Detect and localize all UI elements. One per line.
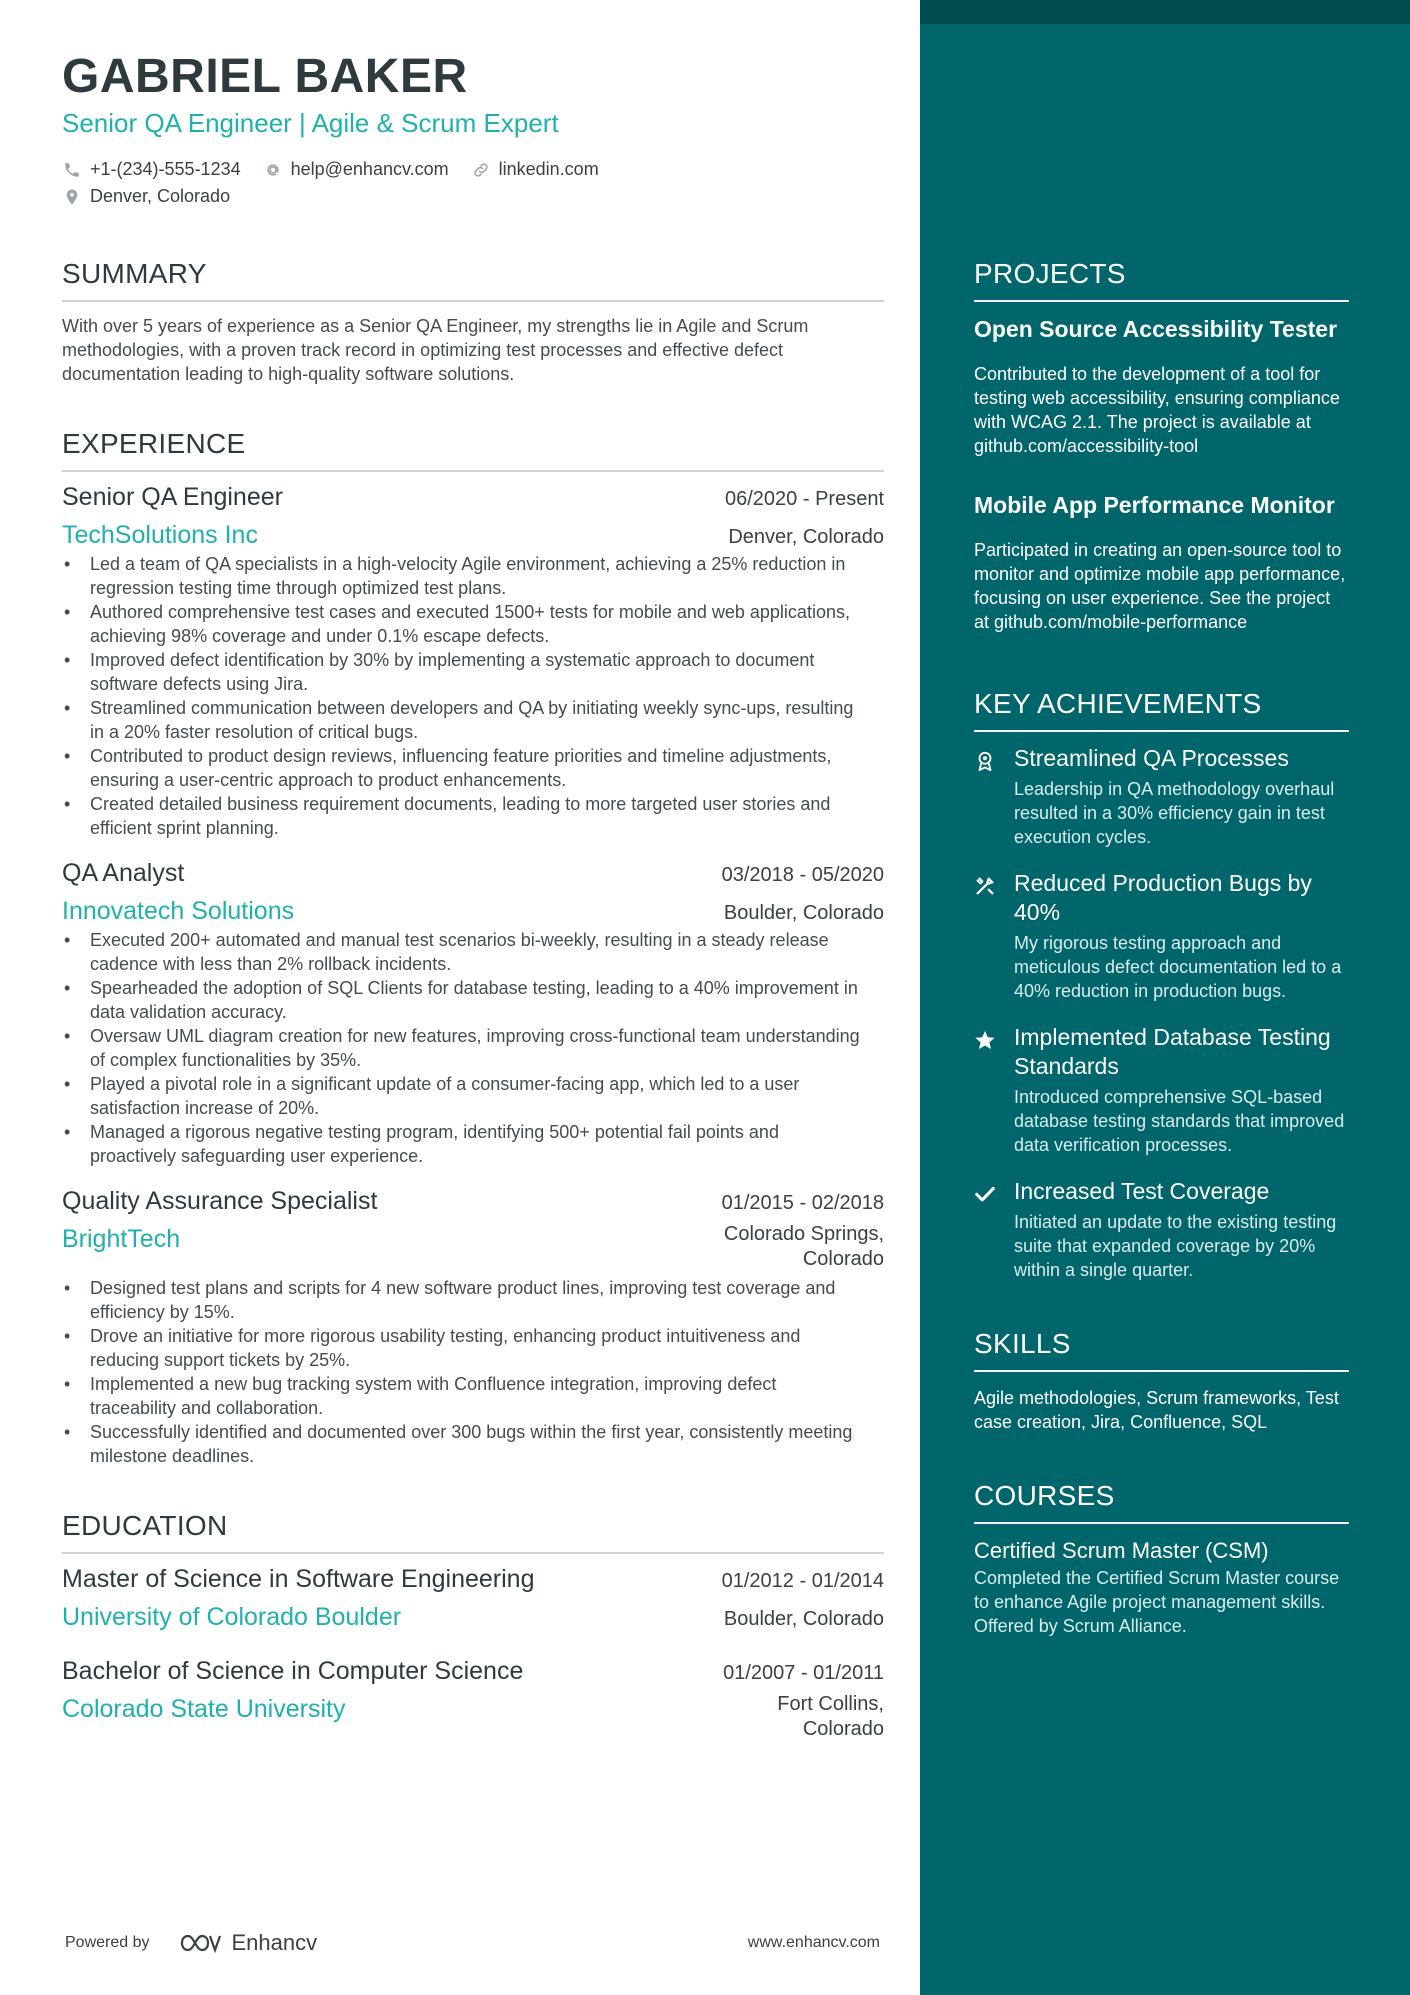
powered-by [65, 1930, 317, 1956]
job-entry [62, 856, 884, 1168]
job-bullet: • Improved defect identification by 30% by implementing a systematic approach to document software defects using Jira. [62, 648, 884, 696]
footer [65, 1930, 880, 1956]
achievement-title: Streamlined QA Processes [1014, 745, 1289, 771]
job-date: 01/2015 - 02/2018 [721, 1192, 884, 1214]
school-name: Colorado State University [62, 1695, 346, 1723]
school-location-line: Colorado [802, 1718, 884, 1740]
job-bullet: • Oversaw UML diagram creation for new features, improving cross-functional team understanding of complex functionalities by 35%. [62, 1024, 884, 1072]
star-icon [974, 1023, 1014, 1157]
degree-title: Master of Science in Software Engineering [62, 1565, 535, 1593]
job-entry [62, 480, 884, 840]
job-bullet: • Spearheaded the adoption of SQL Clients for database testing, leading to a 40% improvement in data validation accuracy. [62, 976, 884, 1024]
at-icon [263, 160, 283, 180]
project-title: Mobile App Performance Monitor [974, 492, 1335, 518]
tools-icon [974, 869, 1014, 1003]
summary-text: With over 5 years of experience as a Senior QA Engineer, my strengths lie in Agile and Scrum methodologies, with a proven track record in optimizing test processes and effective defect documentation leading to high-quality software solutions. [62, 316, 809, 384]
project-description: Contributed to the development of a tool for testing web accessibility, ensuring compliance with WCAG 2.1. The project is available at github.com/accessibility-tool [974, 364, 1340, 456]
achievement-entry [974, 1177, 1349, 1282]
achievement-title: Reduced Production Bugs by 40% [1014, 870, 1312, 925]
job-bullet: • Successfully identified and documented over 300 bugs within the first year, consistently meeting milestone deadlines. [62, 1420, 884, 1468]
check-icon [974, 1177, 1014, 1282]
skills-section [974, 1326, 1410, 1434]
achievement-entry [974, 1023, 1349, 1157]
job-location [724, 1222, 884, 1272]
job-location-line: Colorado [802, 1248, 884, 1270]
link-icon [471, 160, 491, 180]
projects-heading: PROJECTS [974, 256, 1349, 302]
job-bullet: • Implemented a new bug tracking system with Confluence integration, improving defect traceability and collaboration. [62, 1372, 884, 1420]
job-bullet: • Authored comprehensive test cases and executed 1500+ tests for mobile and web applications, achieving 98% coverage and under 0.1% escape defects. [62, 600, 884, 648]
degree-title: Bachelor of Science in Computer Science [62, 1657, 524, 1685]
course-title: Certified Scrum Master (CSM) [974, 1538, 1269, 1563]
powered-by-label: Powered by [65, 1934, 150, 1951]
achievement-description: Initiated an update to the existing testing suite that expanded coverage by 20% within a single quarter. [1014, 1212, 1337, 1280]
job-bullet: • Designed test plans and scripts for 4 new software product lines, improving test coverage and efficiency by 15%. [62, 1276, 884, 1324]
linkedin-contact[interactable] [471, 159, 599, 180]
job-bullet: • Created detailed business requirement documents, leading to more targeted user stories and efficient sprint planning. [62, 792, 884, 840]
candidate-title: Senior QA Engineer | Agile & Scrum Expert [62, 108, 559, 138]
job-company: BrightTech [62, 1225, 181, 1253]
job-location: Boulder, Colorado [723, 902, 884, 924]
education-entry [62, 1654, 884, 1742]
achievement-description: Introduced comprehensive SQL-based database testing standards that improved data verification processes. [1014, 1087, 1345, 1155]
enhancv-logo-icon [178, 1931, 224, 1955]
location-pin-icon [62, 187, 82, 207]
email-contact[interactable] [263, 159, 449, 180]
job-entry [62, 1184, 884, 1468]
job-bullet: • Played a pivotal role in a significant update of a consumer-facing app, which led to a user satisfaction increase of 20%. [62, 1072, 884, 1120]
linkedin-link[interactable]: linkedin.com [498, 159, 599, 179]
website-link[interactable]: www.enhancv.com [747, 1934, 880, 1951]
job-location-line: Colorado Springs, [723, 1223, 884, 1245]
experience-section [62, 426, 920, 1468]
job-bullets [62, 1276, 884, 1468]
achievement-title: Implemented Database Testing Standards [1014, 1024, 1331, 1079]
achievement-entry [974, 869, 1349, 1003]
project-title: Open Source Accessibility Tester [974, 316, 1338, 342]
achievement-entry [974, 744, 1349, 849]
achievements-section [974, 686, 1410, 1282]
education-date: 01/2012 - 01/2014 [721, 1570, 884, 1592]
location-contact [62, 186, 230, 207]
project-description: Participated in creating an open-source tool to monitor and optimize mobile app performance, focusing on user experience. See the project at github.com/mobile-performance [974, 540, 1346, 632]
contact-info [62, 156, 920, 210]
courses-section [974, 1478, 1410, 1638]
education-heading: EDUCATION [62, 1508, 884, 1554]
summary-heading: SUMMARY [62, 256, 884, 302]
phone-icon [62, 160, 82, 180]
skills-heading: SKILLS [974, 1326, 1349, 1372]
education-entry [62, 1562, 884, 1634]
project-entry [974, 314, 1410, 458]
job-title: Quality Assurance Specialist [62, 1187, 378, 1215]
school-location-line: Fort Collins, [777, 1693, 884, 1715]
achievements-heading: KEY ACHIEVEMENTS [974, 686, 1349, 732]
education-date: 01/2007 - 01/2011 [723, 1662, 884, 1684]
education-section [62, 1508, 920, 1742]
job-bullet: • Led a team of QA specialists in a high-velocity Agile environment, achieving a 25% reduction in regression testing time through optimized test plans. [62, 552, 884, 600]
award-icon [974, 744, 1014, 849]
job-location: Denver, Colorado [728, 526, 884, 548]
job-company: TechSolutions Inc [62, 521, 258, 549]
phone-number: +1-(234)-555-1234 [90, 159, 241, 179]
projects-section [974, 256, 1410, 634]
achievement-description: My rigorous testing approach and meticulous defect documentation led to a 40% reduction in production bugs. [1014, 933, 1342, 1001]
project-entry [974, 490, 1410, 634]
job-date: 03/2018 - 05/2020 [721, 864, 884, 886]
job-bullets [62, 552, 884, 840]
candidate-name: GABRIEL BAKER [62, 50, 468, 103]
school-location: Boulder, Colorado [723, 1608, 884, 1630]
job-bullet: • Executed 200+ automated and manual test scenarios bi-weekly, resulting in a steady release cadence with less than 2% rollback incidents. [62, 928, 884, 976]
enhancv-brand: Enhancv [231, 1930, 318, 1955]
job-bullet: • Drove an initiative for more rigorous usability testing, enhancing product intuitiveness and reducing support tickets by 25%. [62, 1324, 884, 1372]
job-title: Senior QA Engineer [62, 483, 283, 511]
achievement-description: Leadership in QA methodology overhaul resulted in a 30% efficiency gain in test execution cycles. [1014, 779, 1335, 847]
job-bullet: • Streamlined communication between developers and QA by initiating weekly sync-ups, resulting in a 20% faster resolution of critical bugs. [62, 696, 884, 744]
skills-text: Agile methodologies, Scrum frameworks, Test case creation, Jira, Confluence, SQL [974, 1388, 1339, 1432]
school-name: University of Colorado Boulder [62, 1603, 402, 1631]
email-address[interactable]: help@enhancv.com [290, 159, 449, 179]
job-bullets [62, 928, 884, 1168]
sidebar-top-bar [920, 0, 1410, 24]
job-title: QA Analyst [62, 859, 185, 887]
enhancv-logo[interactable] [178, 1930, 318, 1956]
courses-heading: COURSES [974, 1478, 1349, 1524]
phone-contact [62, 159, 241, 180]
achievement-title: Increased Test Coverage [1014, 1178, 1270, 1204]
sidebar-column [920, 0, 1410, 1995]
job-bullet: • Contributed to product design reviews, influencing feature priorities and timeline adjustments, ensuring a user-centric approach to product enhancements. [62, 744, 884, 792]
experience-heading: EXPERIENCE [62, 426, 884, 472]
course-description: Completed the Certified Scrum Master course to enhance Agile project management skills. Offered by Scrum Alliance. [974, 1568, 1340, 1636]
summary-section [62, 256, 920, 386]
location-text: Denver, Colorado [90, 186, 231, 206]
job-bullet: • Managed a rigorous negative testing program, identifying 500+ potential fail points and proactively safeguarding user experience. [62, 1120, 884, 1168]
job-date: 06/2020 - Present [725, 488, 884, 510]
school-location [777, 1692, 884, 1742]
job-company: Innovatech Solutions [62, 897, 295, 925]
